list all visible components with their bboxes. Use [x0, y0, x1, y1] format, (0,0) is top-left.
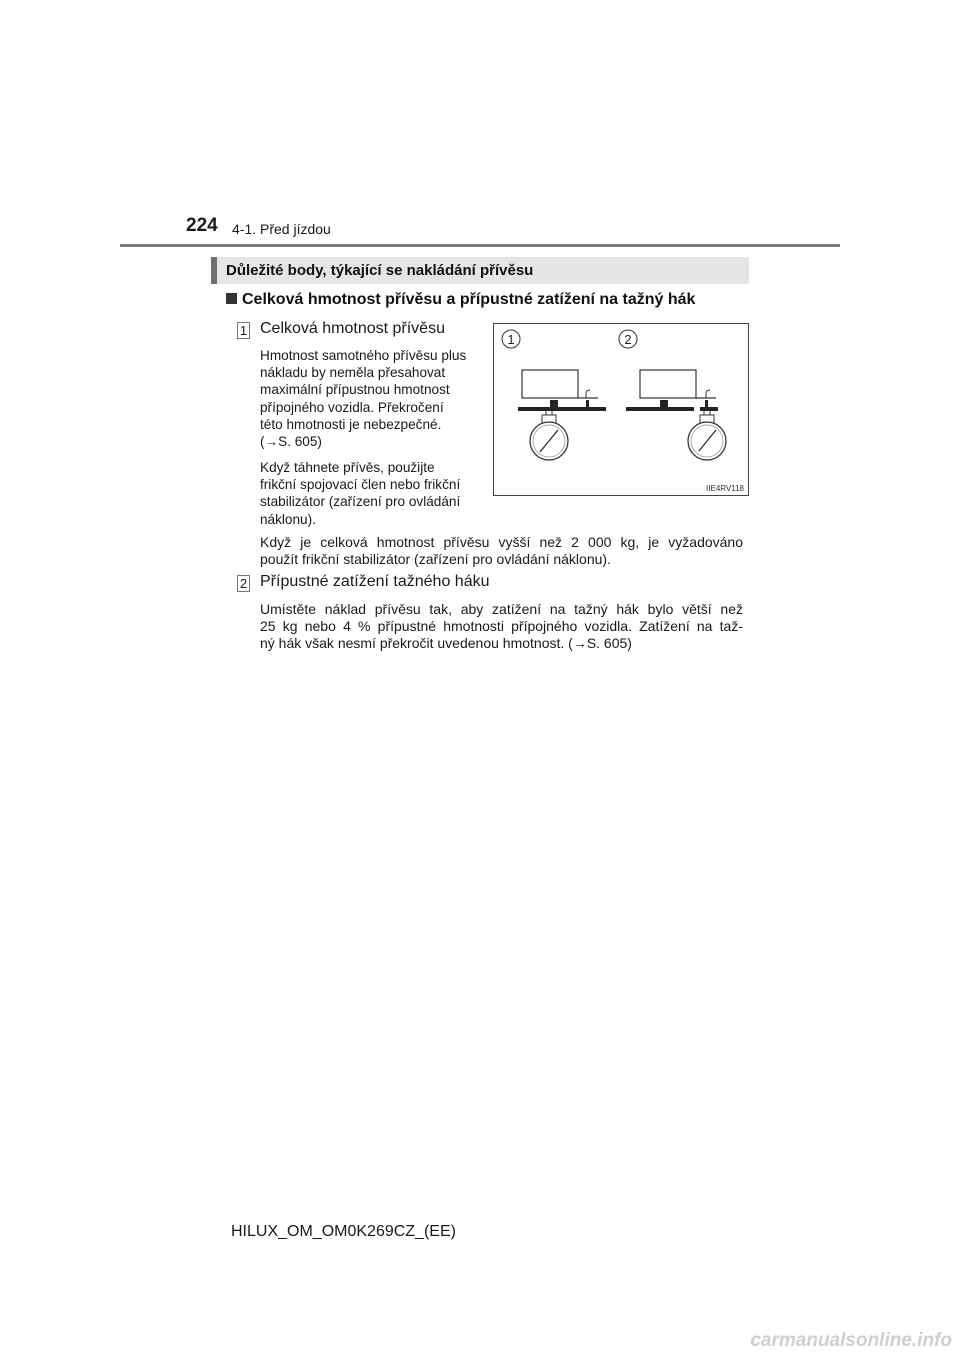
callout-label-2: 2 — [624, 332, 632, 347]
item-1-paragraph-3 — [260, 534, 743, 568]
text-line: 25 kg nebo 4 % přípustné hmotnosti přípojného vozidla. Zatížení na taž- — [260, 618, 743, 635]
running-head: 4-1. Před jízdou — [232, 221, 331, 237]
text-line: Když je celková hmotnost přívěsu vyšší než 2 000 kg, je vyžadováno — [260, 534, 743, 550]
section-title-bar — [211, 257, 749, 284]
item-title-2: Přípustné zatížení tažného háku — [260, 573, 490, 590]
tongue-weight-on-scale-icon — [626, 370, 726, 460]
item-title-1: Celková hmotnost přívěsu — [260, 320, 445, 337]
trailer-on-scale-icon — [518, 370, 606, 460]
square-bullet-icon — [226, 293, 237, 304]
callout-label-1: 1 — [507, 332, 515, 347]
section-title: Důležité body, týkající se nakládání přívěsu — [226, 262, 534, 279]
item-2-paragraph — [260, 601, 743, 653]
text-line: stabilizátor (zařízení pro ovládání — [260, 494, 461, 510]
text-line: maximální přípustnou hmotnost — [260, 382, 450, 398]
document-code: HILUX_OM_OM0K269CZ_(EE) — [231, 1223, 456, 1240]
text-line: Když táhnete přívěs, použijte — [260, 460, 435, 475]
item-number-1: 1 — [237, 322, 250, 339]
text-line: nákladu by neměla přesahovat — [260, 365, 446, 381]
item-1-paragraph-1 — [260, 347, 486, 450]
text-line: této hmotnosti je nebezpečné. — [260, 416, 442, 432]
item-number-2: 2 — [237, 575, 250, 592]
trailer-scale-illustration — [494, 324, 750, 497]
page-reference: (→S. 605) — [260, 434, 322, 450]
item-1-paragraph-2 — [260, 459, 486, 528]
text-line: Hmotnost samotného přívěsu plus — [260, 348, 467, 363]
header-rule — [120, 244, 840, 247]
text-line: ný hák však nesmí překročit uvedenou hmotnost. (→S. 605) — [260, 635, 632, 652]
sub-heading-text: Celková hmotnost přívěsu a přípustné zatížení na tažný hák — [242, 291, 696, 308]
text-line: frikční spojovací člen nebo frikční — [260, 477, 461, 493]
text-line: Umístěte náklad přívěsu tak, aby zatížení na tažný hák bylo větší než — [260, 601, 743, 617]
figure-code: IIE4RV118 — [706, 484, 744, 493]
page-number: 224 — [186, 215, 218, 236]
sub-heading — [226, 291, 695, 309]
text-line: náklonu). — [260, 511, 316, 527]
text-line: použít frikční stabilizátor (zařízení pro ovládání náklonu). — [260, 551, 611, 568]
trailer-weight-figure — [493, 323, 749, 496]
watermark: carmanualsonline.info — [750, 1330, 952, 1351]
text-line: přípojného vozidla. Překročení — [260, 399, 444, 415]
